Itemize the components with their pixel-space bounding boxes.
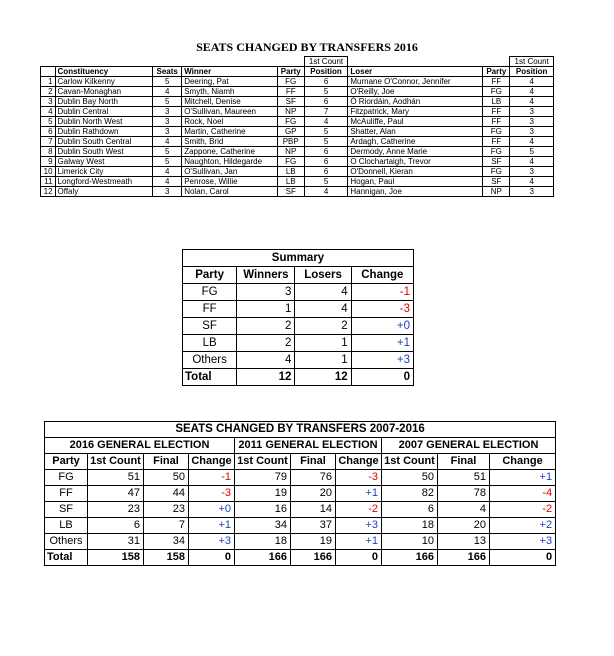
summary-party-cell: LB xyxy=(183,335,237,352)
table-row xyxy=(41,187,554,197)
history-col-2016-first: 1st Count xyxy=(88,454,144,470)
loser-party-cell: FF xyxy=(483,107,510,117)
history-2016-final-cell: 23 xyxy=(144,502,189,518)
loser-position-cell: 4 xyxy=(510,87,554,97)
winner-position-cell: 6 xyxy=(304,167,348,177)
table-header xyxy=(41,67,554,77)
history-2016-change-cell: 0 xyxy=(189,550,235,566)
row-number: 7 xyxy=(41,137,56,147)
loser-position-cell: 4 xyxy=(510,177,554,187)
history-2011-first-cell: 166 xyxy=(235,550,291,566)
summary-winners-cell: 1 xyxy=(237,301,295,318)
winner-party-cell: FF xyxy=(277,87,304,97)
loser-cell: O Clochartaigh, Trevor xyxy=(348,157,483,167)
loser-party-cell: LB xyxy=(483,97,510,107)
loser-party-cell: SF xyxy=(483,157,510,167)
history-col-2016-change: Change xyxy=(189,454,235,470)
summary-header xyxy=(183,267,414,284)
constituency-cell: Carlow Kilkenny xyxy=(55,77,153,87)
winner-party-cell: GP xyxy=(277,127,304,137)
seats-cell: 3 xyxy=(153,117,182,127)
history-title-row xyxy=(45,422,556,438)
winner-party-cell: SF xyxy=(277,187,304,197)
summary-change-cell: +1 xyxy=(351,335,413,352)
col-constituency: Constituency xyxy=(55,67,153,77)
winner-position-cell: 4 xyxy=(304,117,348,127)
history-2016-change-cell: +3 xyxy=(189,534,235,550)
constituency-cell: Dublin South West xyxy=(55,147,153,157)
loser-party-cell: FG xyxy=(483,147,510,157)
loser-cell: Fitzpatrick, Mary xyxy=(348,107,483,117)
constituency-cell: Dublin Bay North xyxy=(55,97,153,107)
summary-winners-cell: 3 xyxy=(237,284,295,301)
constituency-cell: Galway West xyxy=(55,157,153,167)
loser-position-cell: 4 xyxy=(510,157,554,167)
history-2011-final-cell: 20 xyxy=(291,486,336,502)
loser-party-cell: FF xyxy=(483,77,510,87)
history-col-2016-final: Final xyxy=(144,454,189,470)
summary-col-change: Change xyxy=(351,267,413,284)
row-number: 4 xyxy=(41,107,56,117)
row-number: 2 xyxy=(41,87,56,97)
history-2011-final-cell: 19 xyxy=(291,534,336,550)
history-2011-first-cell: 19 xyxy=(235,486,291,502)
seats-cell: 4 xyxy=(153,177,182,187)
loser-position-cell: 3 xyxy=(510,107,554,117)
loser-position-cell: 4 xyxy=(510,137,554,147)
loser-party-cell: FF xyxy=(483,117,510,127)
history-2007-first-cell: 166 xyxy=(382,550,438,566)
constituency-cell: Offaly xyxy=(55,187,153,197)
first-count-header-winner: 1st Count xyxy=(304,57,348,67)
winner-cell: Zappone, Catherine xyxy=(182,147,278,157)
history-2016-change-cell: -3 xyxy=(189,486,235,502)
summary-col-winners: Winners xyxy=(237,267,295,284)
col-loser-position: Position xyxy=(510,67,554,77)
col-seats: Seats xyxy=(153,67,182,77)
row-number: 12 xyxy=(41,187,56,197)
summary-col-party: Party xyxy=(183,267,237,284)
loser-position-cell: 3 xyxy=(510,127,554,137)
summary-row xyxy=(183,335,414,352)
loser-position-cell: 3 xyxy=(510,117,554,127)
summary-row xyxy=(183,352,414,369)
loser-cell: Ardagh, Catherine xyxy=(348,137,483,147)
history-2016-change-cell: -1 xyxy=(189,470,235,486)
summary-party-cell: Others xyxy=(183,352,237,369)
table-row xyxy=(41,77,554,87)
winner-party-cell: NP xyxy=(277,107,304,117)
history-2007-first-cell: 6 xyxy=(382,502,438,518)
summary-col-losers: Losers xyxy=(295,267,351,284)
loser-cell: Shatter, Alan xyxy=(348,127,483,137)
summary-row xyxy=(183,318,414,335)
constituency-cell: Cavan-Monaghan xyxy=(55,87,153,97)
col-loser: Loser xyxy=(348,67,483,77)
summary-total-losers: 12 xyxy=(295,369,351,386)
table-row xyxy=(41,137,554,147)
history-2011-change-cell: 0 xyxy=(336,550,382,566)
history-2016-first-cell: 47 xyxy=(88,486,144,502)
row-number: 3 xyxy=(41,97,56,107)
history-2007-change-cell: +3 xyxy=(490,534,556,550)
summary-party-cell: SF xyxy=(183,318,237,335)
summary-total-winners: 12 xyxy=(237,369,295,386)
history-2016-first-cell: 158 xyxy=(88,550,144,566)
loser-party-cell: FG xyxy=(483,87,510,97)
history-2011-change-cell: +1 xyxy=(336,534,382,550)
table-row xyxy=(41,127,554,137)
history-2016-final-cell: 50 xyxy=(144,470,189,486)
history-2007-change-cell: +2 xyxy=(490,518,556,534)
winner-cell: O'Sullivan, Maureen xyxy=(182,107,278,117)
table-header-top xyxy=(41,57,554,67)
loser-position-cell: 5 xyxy=(510,147,554,157)
summary-winners-cell: 4 xyxy=(237,352,295,369)
summary-total-row xyxy=(183,369,414,386)
loser-cell: McAuliffe, Paul xyxy=(348,117,483,127)
table-row xyxy=(41,147,554,157)
winner-cell: Deering, Pat xyxy=(182,77,278,87)
loser-cell: O'Donnell, Kieran xyxy=(348,167,483,177)
history-2007-change-cell: -2 xyxy=(490,502,556,518)
col-winner-party: Party xyxy=(277,67,304,77)
summary-total-label: Total xyxy=(183,369,237,386)
summary-change-cell: -1 xyxy=(351,284,413,301)
seats-cell: 5 xyxy=(153,147,182,157)
winner-cell: O'Sullivan, Jan xyxy=(182,167,278,177)
history-col-2007-change: Change xyxy=(490,454,556,470)
history-2016-first-cell: 6 xyxy=(88,518,144,534)
history-2007-final-cell: 13 xyxy=(438,534,490,550)
history-2011-final-cell: 37 xyxy=(291,518,336,534)
loser-party-cell: FF xyxy=(483,137,510,147)
winner-cell: Nolan, Carol xyxy=(182,187,278,197)
winner-cell: Smyth, Niamh xyxy=(182,87,278,97)
winner-cell: Martin, Catherine xyxy=(182,127,278,137)
winner-party-cell: FG xyxy=(277,117,304,127)
election-group-row xyxy=(45,438,556,454)
summary-table xyxy=(182,249,414,386)
constituency-cell: Dublin North West xyxy=(55,117,153,127)
history-row xyxy=(45,470,556,486)
history-col-2011-change: Change xyxy=(336,454,382,470)
history-2016-final-cell: 7 xyxy=(144,518,189,534)
winner-party-cell: FG xyxy=(277,77,304,87)
history-2011-final-cell: 76 xyxy=(291,470,336,486)
history-2007-final-cell: 166 xyxy=(438,550,490,566)
history-header xyxy=(45,454,556,470)
summary-change-cell: +0 xyxy=(351,318,413,335)
history-2007-final-cell: 4 xyxy=(438,502,490,518)
seats-cell: 5 xyxy=(153,77,182,87)
table-row xyxy=(41,177,554,187)
loser-cell: O'Reilly, Joe xyxy=(348,87,483,97)
table-row xyxy=(41,97,554,107)
loser-cell: Dermody, Anne Marie xyxy=(348,147,483,157)
winner-cell: Rock, Noel xyxy=(182,117,278,127)
history-2011-first-cell: 16 xyxy=(235,502,291,518)
winner-cell: Smith, Brid xyxy=(182,137,278,147)
history-col-2011-final: Final xyxy=(291,454,336,470)
history-2011-final-cell: 14 xyxy=(291,502,336,518)
seats-cell: 3 xyxy=(153,127,182,137)
summary-winners-cell: 2 xyxy=(237,318,295,335)
seats-changed-2007-2016-table xyxy=(44,421,556,566)
history-row xyxy=(45,486,556,502)
summary-losers-cell: 1 xyxy=(295,352,351,369)
row-number: 5 xyxy=(41,117,56,127)
summary-title: Summary xyxy=(183,250,414,267)
history-2007-first-cell: 18 xyxy=(382,518,438,534)
constituency-cell: Dublin Rathdown xyxy=(55,127,153,137)
history-2016-final-cell: 34 xyxy=(144,534,189,550)
loser-party-cell: NP xyxy=(483,187,510,197)
winner-party-cell: PBP xyxy=(277,137,304,147)
winner-party-cell: SF xyxy=(277,97,304,107)
summary-losers-cell: 4 xyxy=(295,301,351,318)
seats-cell: 4 xyxy=(153,137,182,147)
col-winner-position: Position xyxy=(304,67,348,77)
winner-position-cell: 5 xyxy=(304,137,348,147)
summary-change-cell: +3 xyxy=(351,352,413,369)
winner-party-cell: NP xyxy=(277,147,304,157)
summary-losers-cell: 4 xyxy=(295,284,351,301)
seats-changed-2016-table xyxy=(40,56,554,197)
history-2007-change-cell: -4 xyxy=(490,486,556,502)
history-2007-first-cell: 10 xyxy=(382,534,438,550)
history-row xyxy=(45,534,556,550)
summary-losers-cell: 1 xyxy=(295,335,351,352)
history-2007-first-cell: 82 xyxy=(382,486,438,502)
loser-party-cell: SF xyxy=(483,177,510,187)
seats-cell: 4 xyxy=(153,87,182,97)
history-2016-final-cell: 158 xyxy=(144,550,189,566)
seats-cell: 5 xyxy=(153,97,182,107)
seats-cell: 3 xyxy=(153,187,182,197)
winner-position-cell: 5 xyxy=(304,87,348,97)
history-party-cell: LB xyxy=(45,518,88,534)
summary-change-cell: -3 xyxy=(351,301,413,318)
winner-position-cell: 6 xyxy=(304,77,348,87)
winner-position-cell: 6 xyxy=(304,97,348,107)
history-2011-change-cell: +1 xyxy=(336,486,382,502)
loser-cell: Murnane O'Connor, Jennifer xyxy=(348,77,483,87)
seats-changed-2016-title: SEATS CHANGED BY TRANSFERS 2016 xyxy=(196,40,418,54)
history-2016-first-cell: 31 xyxy=(88,534,144,550)
history-total-row xyxy=(45,550,556,566)
constituency-cell: Limerick City xyxy=(55,167,153,177)
history-2016-change-cell: +0 xyxy=(189,502,235,518)
summary-row xyxy=(183,284,414,301)
loser-position-cell: 3 xyxy=(510,167,554,177)
history-2011-first-cell: 18 xyxy=(235,534,291,550)
table-row xyxy=(41,167,554,177)
winner-cell: Mitchell, Denise xyxy=(182,97,278,107)
history-party-cell: FF xyxy=(45,486,88,502)
history-party-cell: Others xyxy=(45,534,88,550)
history-col-party: Party xyxy=(45,454,88,470)
loser-position-cell: 4 xyxy=(510,97,554,107)
seats-cell: 5 xyxy=(153,157,182,167)
history-col-2007-first: 1st Count xyxy=(382,454,438,470)
history-row xyxy=(45,518,556,534)
loser-position-cell: 3 xyxy=(510,187,554,197)
first-count-header-loser: 1st Count xyxy=(510,57,554,67)
summary-row xyxy=(183,301,414,318)
loser-cell: Hogan, Paul xyxy=(348,177,483,187)
seats-cell: 3 xyxy=(153,107,182,117)
loser-cell: Hannigan, Joe xyxy=(348,187,483,197)
history-col-2007-final: Final xyxy=(438,454,490,470)
history-row xyxy=(45,502,556,518)
history-title: SEATS CHANGED BY TRANSFERS 2007-2016 xyxy=(45,422,556,438)
col-loser-party: Party xyxy=(483,67,510,77)
winner-position-cell: 5 xyxy=(304,177,348,187)
loser-position-cell: 4 xyxy=(510,77,554,87)
group-2011: 2011 GENERAL ELECTION xyxy=(235,438,382,454)
history-2016-change-cell: +1 xyxy=(189,518,235,534)
summary-winners-cell: 2 xyxy=(237,335,295,352)
winner-cell: Penrose, Willie xyxy=(182,177,278,187)
history-party-cell: FG xyxy=(45,470,88,486)
group-2016: 2016 GENERAL ELECTION xyxy=(45,438,235,454)
winner-position-cell: 6 xyxy=(304,157,348,167)
constituency-cell: Dublin South Central xyxy=(55,137,153,147)
history-2007-final-cell: 20 xyxy=(438,518,490,534)
history-party-cell: SF xyxy=(45,502,88,518)
table-row xyxy=(41,107,554,117)
row-number: 11 xyxy=(41,177,56,187)
table-row xyxy=(41,87,554,97)
winner-position-cell: 4 xyxy=(304,187,348,197)
history-2011-first-cell: 79 xyxy=(235,470,291,486)
seats-cell: 4 xyxy=(153,167,182,177)
history-col-2011-first: 1st Count xyxy=(235,454,291,470)
winner-cell: Naughton, Hildegarde xyxy=(182,157,278,167)
constituency-cell: Dublin Central xyxy=(55,107,153,117)
winner-position-cell: 5 xyxy=(304,127,348,137)
summary-losers-cell: 2 xyxy=(295,318,351,335)
winner-position-cell: 7 xyxy=(304,107,348,117)
history-2007-final-cell: 51 xyxy=(438,470,490,486)
summary-party-cell: FF xyxy=(183,301,237,318)
history-2007-first-cell: 50 xyxy=(382,470,438,486)
summary-party-cell: FG xyxy=(183,284,237,301)
group-2007: 2007 GENERAL ELECTION xyxy=(382,438,556,454)
loser-party-cell: FG xyxy=(483,167,510,177)
table-row xyxy=(41,117,554,127)
winner-party-cell: FG xyxy=(277,157,304,167)
history-2016-first-cell: 51 xyxy=(88,470,144,486)
history-2011-final-cell: 166 xyxy=(291,550,336,566)
loser-cell: Ó Riordáin, Aodhán xyxy=(348,97,483,107)
winner-party-cell: LB xyxy=(277,167,304,177)
row-number: 8 xyxy=(41,147,56,157)
winner-party-cell: LB xyxy=(277,177,304,187)
history-2011-first-cell: 34 xyxy=(235,518,291,534)
history-2016-final-cell: 44 xyxy=(144,486,189,502)
history-2011-change-cell: -2 xyxy=(336,502,382,518)
summary-title-row xyxy=(183,250,414,267)
history-2007-change-cell: +1 xyxy=(490,470,556,486)
history-2007-change-cell: 0 xyxy=(490,550,556,566)
history-2016-first-cell: 23 xyxy=(88,502,144,518)
history-2011-change-cell: +3 xyxy=(336,518,382,534)
history-2011-change-cell: -3 xyxy=(336,470,382,486)
history-2007-final-cell: 78 xyxy=(438,486,490,502)
row-number: 6 xyxy=(41,127,56,137)
history-party-cell: Total xyxy=(45,550,88,566)
row-number: 1 xyxy=(41,77,56,87)
col-winner: Winner xyxy=(182,67,278,77)
row-number: 9 xyxy=(41,157,56,167)
loser-party-cell: FG xyxy=(483,127,510,137)
row-number: 10 xyxy=(41,167,56,177)
winner-position-cell: 6 xyxy=(304,147,348,157)
table-row xyxy=(41,157,554,167)
constituency-cell: Longford-Westmeath xyxy=(55,177,153,187)
summary-total-change: 0 xyxy=(351,369,413,386)
